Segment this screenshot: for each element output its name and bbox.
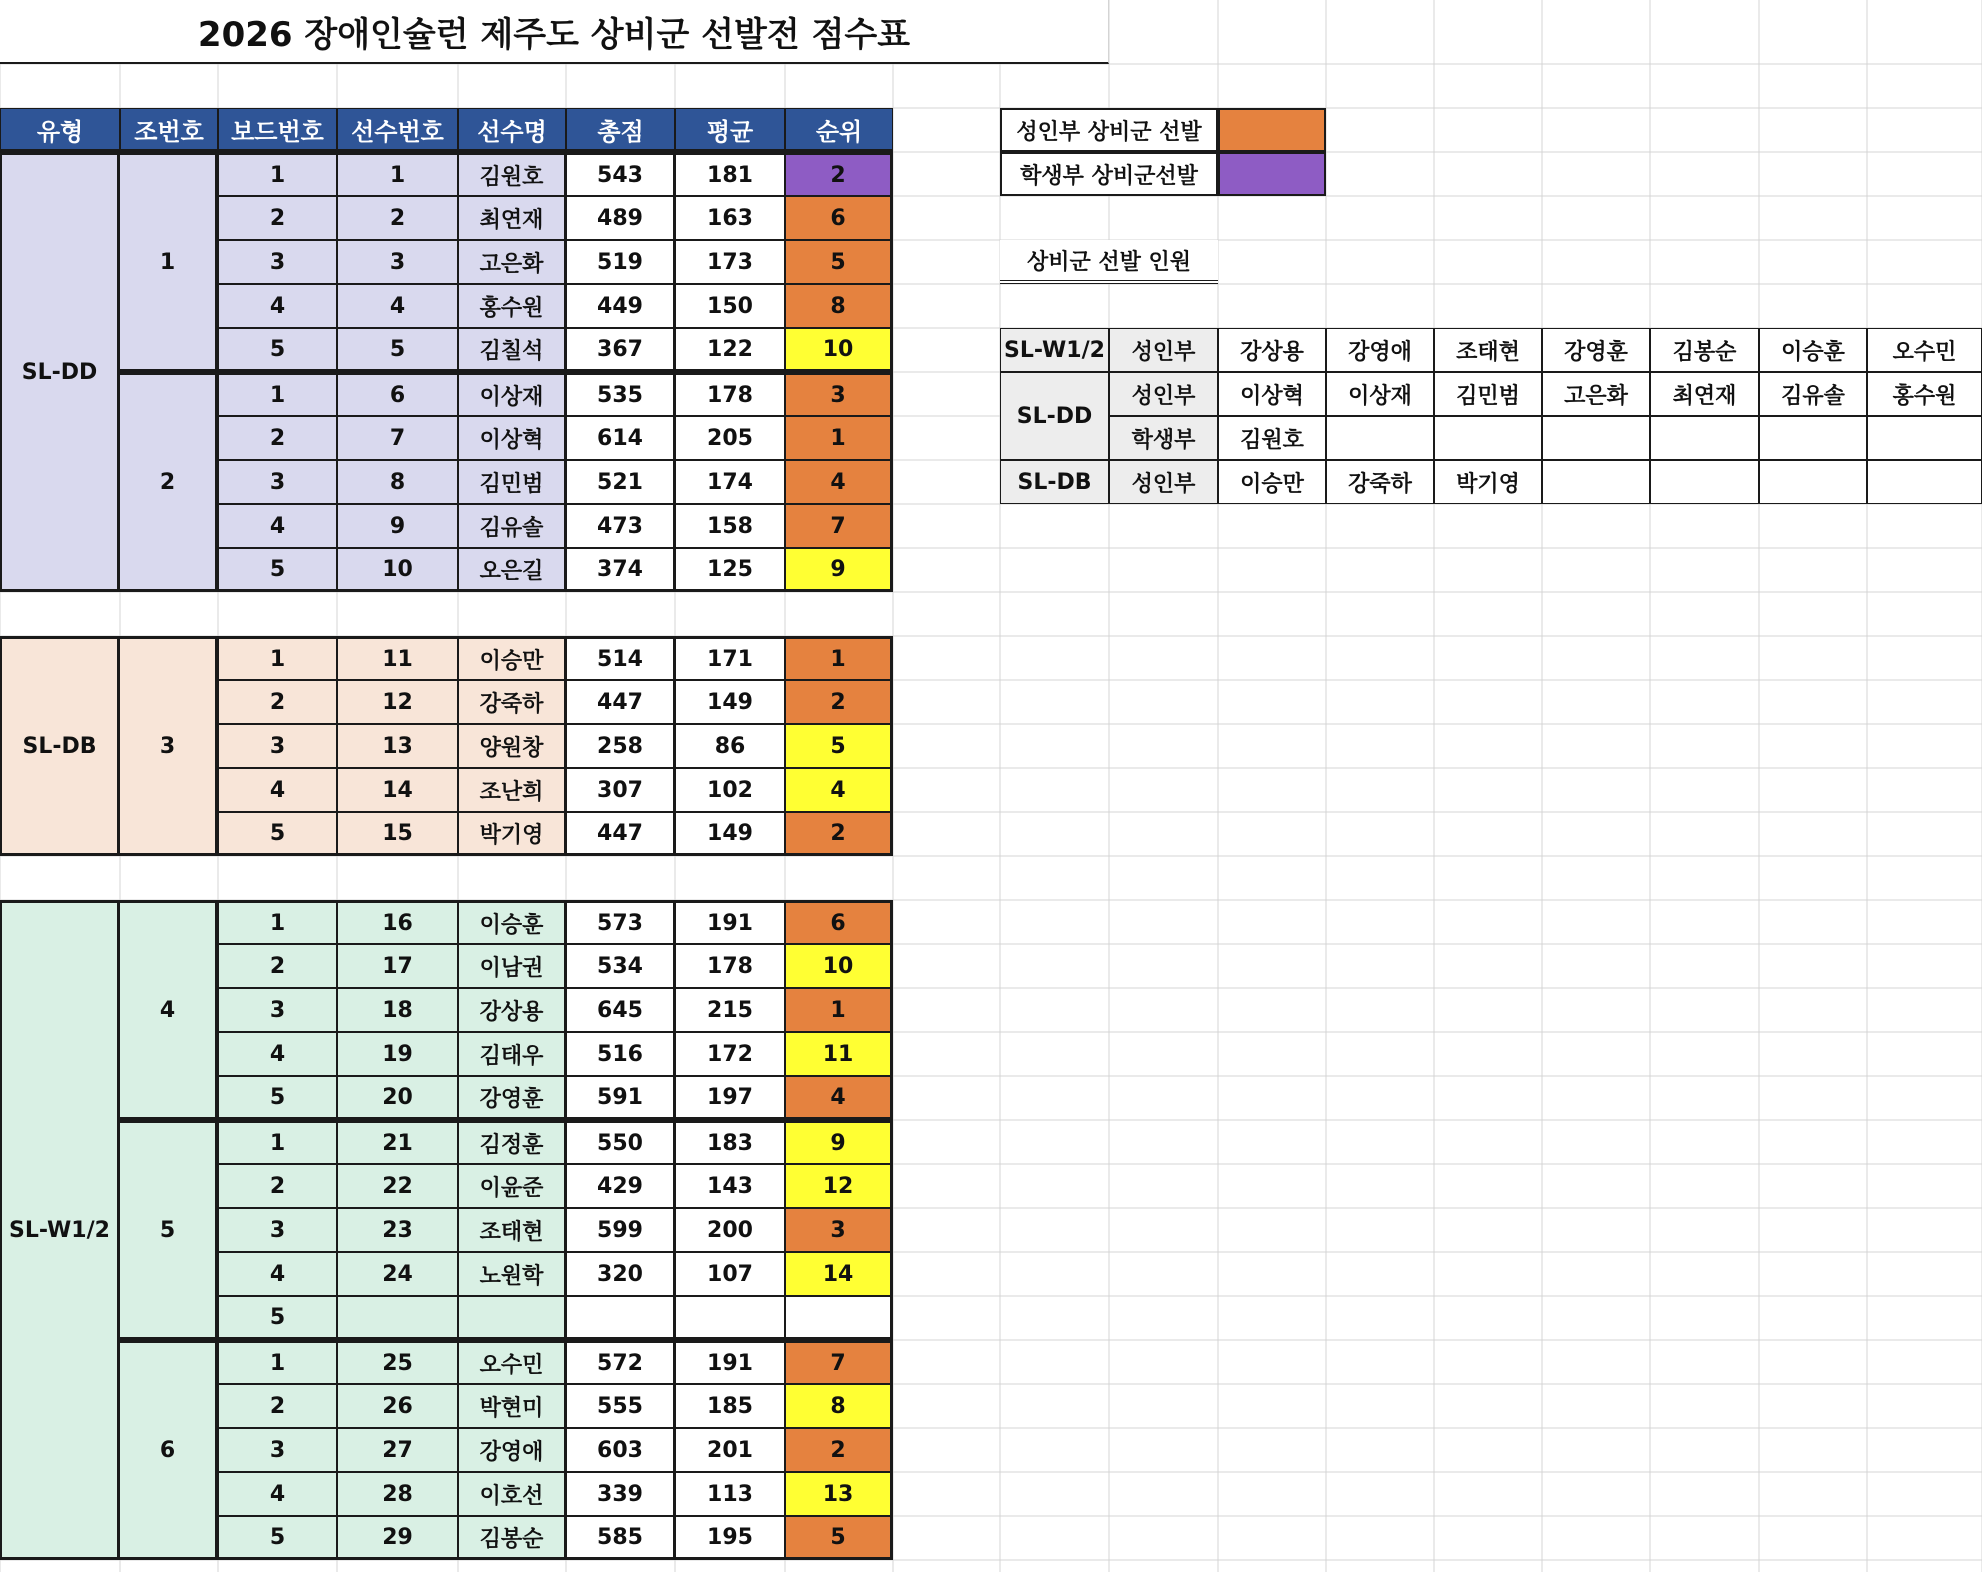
average-score-cell[interactable]: 171 — [675, 636, 785, 680]
average-score-cell[interactable]: 191 — [675, 900, 785, 944]
average-score-cell[interactable]: 201 — [675, 1428, 785, 1472]
player-number-cell[interactable]: 1 — [337, 152, 458, 196]
board-number-cell[interactable]: 1 — [218, 372, 337, 416]
legend-color-swatch[interactable] — [1218, 108, 1326, 152]
average-score-cell[interactable]: 149 — [675, 680, 785, 724]
selected-player-cell[interactable] — [1759, 460, 1867, 504]
total-score-cell[interactable]: 514 — [566, 636, 675, 680]
board-number-cell[interactable]: 3 — [218, 1428, 337, 1472]
selected-player-cell[interactable]: 김민범 — [1434, 372, 1542, 416]
total-score-cell[interactable]: 550 — [566, 1120, 675, 1164]
rank-cell[interactable]: 6 — [785, 900, 893, 944]
selection-type-cell[interactable]: SL-DB — [1000, 460, 1109, 504]
total-score-cell[interactable]: 307 — [566, 768, 675, 812]
average-score-cell[interactable]: 172 — [675, 1032, 785, 1076]
board-number-cell[interactable]: 1 — [218, 1120, 337, 1164]
average-score-cell[interactable]: 158 — [675, 504, 785, 548]
selected-player-cell[interactable] — [1434, 416, 1542, 460]
player-number-cell[interactable]: 8 — [337, 460, 458, 504]
selection-type-cell[interactable]: SL-DD — [1000, 372, 1109, 460]
rank-cell[interactable]: 3 — [785, 372, 893, 416]
header-group[interactable]: 조번호 — [120, 108, 218, 152]
player-name-cell[interactable]: 오수민 — [458, 1340, 566, 1384]
player-name-cell[interactable]: 강영훈 — [458, 1076, 566, 1120]
selected-player-cell[interactable]: 김봉순 — [1650, 328, 1759, 372]
selected-player-cell[interactable] — [1759, 416, 1867, 460]
rank-cell[interactable]: 2 — [785, 152, 893, 196]
total-score-cell[interactable]: 535 — [566, 372, 675, 416]
player-number-cell[interactable]: 22 — [337, 1164, 458, 1208]
header-type[interactable]: 유형 — [0, 108, 120, 152]
board-number-cell[interactable]: 5 — [218, 812, 337, 856]
player-number-cell[interactable]: 14 — [337, 768, 458, 812]
legend-color-swatch[interactable] — [1218, 152, 1326, 196]
player-name-cell[interactable]: 이상재 — [458, 372, 566, 416]
group-number-cell[interactable]: 5 — [120, 1120, 218, 1340]
total-score-cell[interactable]: 591 — [566, 1076, 675, 1120]
player-number-cell[interactable]: 15 — [337, 812, 458, 856]
selected-player-cell[interactable]: 김유솔 — [1759, 372, 1867, 416]
selected-player-cell[interactable]: 김원호 — [1218, 416, 1326, 460]
selected-player-cell[interactable]: 고은화 — [1542, 372, 1650, 416]
average-score-cell[interactable]: 150 — [675, 284, 785, 328]
player-name-cell[interactable]: 박기영 — [458, 812, 566, 856]
average-score-cell[interactable]: 200 — [675, 1208, 785, 1252]
rank-cell[interactable]: 7 — [785, 504, 893, 548]
player-name-cell[interactable]: 박현미 — [458, 1384, 566, 1428]
player-number-cell[interactable]: 9 — [337, 504, 458, 548]
total-score-cell[interactable]: 489 — [566, 196, 675, 240]
player-name-cell[interactable]: 김정훈 — [458, 1120, 566, 1164]
average-score-cell[interactable]: 174 — [675, 460, 785, 504]
selection-division-cell[interactable]: 성인부 — [1109, 328, 1218, 372]
total-score-cell[interactable]: 543 — [566, 152, 675, 196]
average-score-cell[interactable]: 113 — [675, 1472, 785, 1516]
total-score-cell[interactable]: 614 — [566, 416, 675, 460]
board-number-cell[interactable]: 3 — [218, 1208, 337, 1252]
total-score-cell[interactable]: 429 — [566, 1164, 675, 1208]
group-number-cell[interactable]: 3 — [120, 636, 218, 856]
selected-player-cell[interactable]: 강죽하 — [1326, 460, 1434, 504]
selected-player-cell[interactable] — [1542, 416, 1650, 460]
board-number-cell[interactable]: 3 — [218, 460, 337, 504]
rank-cell[interactable]: 10 — [785, 328, 893, 372]
board-number-cell[interactable]: 4 — [218, 1032, 337, 1076]
board-number-cell[interactable]: 3 — [218, 240, 337, 284]
player-number-cell[interactable]: 21 — [337, 1120, 458, 1164]
player-name-cell[interactable]: 노원학 — [458, 1252, 566, 1296]
rank-cell[interactable]: 9 — [785, 1120, 893, 1164]
board-number-cell[interactable]: 5 — [218, 1296, 337, 1340]
player-number-cell[interactable]: 16 — [337, 900, 458, 944]
rank-cell[interactable]: 1 — [785, 416, 893, 460]
player-number-cell[interactable]: 3 — [337, 240, 458, 284]
selected-player-cell[interactable] — [1650, 460, 1759, 504]
player-name-cell[interactable]: 김태우 — [458, 1032, 566, 1076]
total-score-cell[interactable]: 447 — [566, 680, 675, 724]
legend-label[interactable]: 성인부 상비군 선발 — [1000, 108, 1218, 152]
rank-cell[interactable]: 4 — [785, 768, 893, 812]
total-score-cell[interactable]: 555 — [566, 1384, 675, 1428]
selected-player-cell[interactable]: 이승훈 — [1759, 328, 1867, 372]
board-number-cell[interactable]: 2 — [218, 1384, 337, 1428]
selected-player-cell[interactable]: 강영훈 — [1542, 328, 1650, 372]
average-score-cell[interactable] — [675, 1296, 785, 1340]
board-number-cell[interactable]: 4 — [218, 1252, 337, 1296]
player-name-cell[interactable]: 김원호 — [458, 152, 566, 196]
total-score-cell[interactable]: 374 — [566, 548, 675, 592]
total-score-cell[interactable]: 367 — [566, 328, 675, 372]
rank-cell[interactable]: 5 — [785, 1516, 893, 1560]
board-number-cell[interactable]: 3 — [218, 724, 337, 768]
player-name-cell[interactable]: 김봉순 — [458, 1516, 566, 1560]
player-name-cell[interactable]: 이승훈 — [458, 900, 566, 944]
selected-player-cell[interactable] — [1867, 460, 1982, 504]
average-score-cell[interactable]: 181 — [675, 152, 785, 196]
total-score-cell[interactable]: 521 — [566, 460, 675, 504]
selected-player-cell[interactable]: 오수민 — [1867, 328, 1982, 372]
selected-player-cell[interactable] — [1650, 416, 1759, 460]
section-type-cell[interactable]: SL-W1/2 — [0, 900, 120, 1560]
player-number-cell[interactable]: 17 — [337, 944, 458, 988]
board-number-cell[interactable]: 5 — [218, 1516, 337, 1560]
total-score-cell[interactable]: 573 — [566, 900, 675, 944]
selection-type-cell[interactable]: SL-W1/2 — [1000, 328, 1109, 372]
total-score-cell[interactable]: 320 — [566, 1252, 675, 1296]
player-number-cell[interactable]: 6 — [337, 372, 458, 416]
player-number-cell[interactable]: 2 — [337, 196, 458, 240]
player-name-cell[interactable]: 고은화 — [458, 240, 566, 284]
average-score-cell[interactable]: 191 — [675, 1340, 785, 1384]
header-rank[interactable]: 순위 — [785, 108, 893, 152]
rank-cell[interactable]: 8 — [785, 1384, 893, 1428]
player-number-cell[interactable]: 19 — [337, 1032, 458, 1076]
average-score-cell[interactable]: 102 — [675, 768, 785, 812]
selection-division-cell[interactable]: 학생부 — [1109, 416, 1218, 460]
selection-division-cell[interactable]: 성인부 — [1109, 460, 1218, 504]
player-name-cell[interactable]: 이남권 — [458, 944, 566, 988]
player-name-cell[interactable]: 오은길 — [458, 548, 566, 592]
player-name-cell[interactable]: 최연재 — [458, 196, 566, 240]
legend-label[interactable]: 학생부 상비군선발 — [1000, 152, 1218, 196]
average-score-cell[interactable]: 197 — [675, 1076, 785, 1120]
player-name-cell[interactable] — [458, 1296, 566, 1340]
player-name-cell[interactable]: 김칠석 — [458, 328, 566, 372]
player-number-cell[interactable]: 11 — [337, 636, 458, 680]
rank-cell[interactable]: 5 — [785, 724, 893, 768]
selected-player-cell[interactable]: 홍수원 — [1867, 372, 1982, 416]
board-number-cell[interactable]: 1 — [218, 636, 337, 680]
player-name-cell[interactable]: 양원창 — [458, 724, 566, 768]
player-number-cell[interactable]: 24 — [337, 1252, 458, 1296]
rank-cell[interactable]: 2 — [785, 680, 893, 724]
player-number-cell[interactable] — [337, 1296, 458, 1340]
total-score-cell[interactable]: 516 — [566, 1032, 675, 1076]
player-name-cell[interactable]: 이윤준 — [458, 1164, 566, 1208]
selected-player-cell[interactable]: 이승만 — [1218, 460, 1326, 504]
board-number-cell[interactable]: 2 — [218, 416, 337, 460]
selected-player-cell[interactable]: 조태현 — [1434, 328, 1542, 372]
rank-cell[interactable]: 4 — [785, 460, 893, 504]
average-score-cell[interactable]: 143 — [675, 1164, 785, 1208]
rank-cell[interactable]: 1 — [785, 988, 893, 1032]
total-score-cell[interactable]: 585 — [566, 1516, 675, 1560]
player-number-cell[interactable]: 7 — [337, 416, 458, 460]
player-number-cell[interactable]: 18 — [337, 988, 458, 1032]
player-number-cell[interactable]: 10 — [337, 548, 458, 592]
total-score-cell[interactable]: 534 — [566, 944, 675, 988]
average-score-cell[interactable]: 173 — [675, 240, 785, 284]
selected-player-cell[interactable]: 강영애 — [1326, 328, 1434, 372]
total-score-cell[interactable]: 447 — [566, 812, 675, 856]
selected-player-cell[interactable]: 이상재 — [1326, 372, 1434, 416]
player-number-cell[interactable]: 5 — [337, 328, 458, 372]
total-score-cell[interactable]: 473 — [566, 504, 675, 548]
board-number-cell[interactable]: 2 — [218, 196, 337, 240]
player-name-cell[interactable]: 강영애 — [458, 1428, 566, 1472]
average-score-cell[interactable]: 185 — [675, 1384, 785, 1428]
player-number-cell[interactable]: 13 — [337, 724, 458, 768]
player-number-cell[interactable]: 26 — [337, 1384, 458, 1428]
board-number-cell[interactable]: 4 — [218, 768, 337, 812]
average-score-cell[interactable]: 107 — [675, 1252, 785, 1296]
total-score-cell[interactable]: 603 — [566, 1428, 675, 1472]
board-number-cell[interactable]: 1 — [218, 1340, 337, 1384]
selected-player-cell[interactable] — [1326, 416, 1434, 460]
header-player-name[interactable]: 선수명 — [458, 108, 566, 152]
selection-division-cell[interactable]: 성인부 — [1109, 372, 1218, 416]
selected-player-cell[interactable]: 이상혁 — [1218, 372, 1326, 416]
total-score-cell[interactable]: 519 — [566, 240, 675, 284]
rank-cell[interactable]: 5 — [785, 240, 893, 284]
board-number-cell[interactable]: 2 — [218, 1164, 337, 1208]
total-score-cell[interactable] — [566, 1296, 675, 1340]
average-score-cell[interactable]: 183 — [675, 1120, 785, 1164]
total-score-cell[interactable]: 258 — [566, 724, 675, 768]
total-score-cell[interactable]: 572 — [566, 1340, 675, 1384]
page-title: 2026 장애인슐런 제주도 상비군 선발전 점수표 — [0, 0, 1109, 64]
board-number-cell[interactable]: 3 — [218, 988, 337, 1032]
header-board[interactable]: 보드번호 — [218, 108, 337, 152]
rank-cell[interactable]: 2 — [785, 1428, 893, 1472]
board-number-cell[interactable]: 4 — [218, 504, 337, 548]
rank-cell[interactable]: 10 — [785, 944, 893, 988]
average-score-cell[interactable]: 122 — [675, 328, 785, 372]
board-number-cell[interactable]: 2 — [218, 944, 337, 988]
player-number-cell[interactable]: 29 — [337, 1516, 458, 1560]
board-number-cell[interactable]: 5 — [218, 328, 337, 372]
board-number-cell[interactable]: 4 — [218, 284, 337, 328]
average-score-cell[interactable]: 205 — [675, 416, 785, 460]
average-score-cell[interactable]: 178 — [675, 372, 785, 416]
board-number-cell[interactable]: 5 — [218, 548, 337, 592]
rank-cell[interactable]: 2 — [785, 812, 893, 856]
average-score-cell[interactable]: 215 — [675, 988, 785, 1032]
rank-cell[interactable]: 8 — [785, 284, 893, 328]
total-score-cell[interactable]: 645 — [566, 988, 675, 1032]
player-name-cell[interactable]: 이호선 — [458, 1472, 566, 1516]
group-number-cell[interactable]: 4 — [120, 900, 218, 1120]
player-name-cell[interactable]: 홍수원 — [458, 284, 566, 328]
player-name-cell[interactable]: 김유솔 — [458, 504, 566, 548]
total-score-cell[interactable]: 339 — [566, 1472, 675, 1516]
rank-cell[interactable]: 11 — [785, 1032, 893, 1076]
player-name-cell[interactable]: 조태현 — [458, 1208, 566, 1252]
total-score-cell[interactable]: 449 — [566, 284, 675, 328]
rank-cell[interactable]: 3 — [785, 1208, 893, 1252]
rank-cell[interactable] — [785, 1296, 893, 1340]
board-number-cell[interactable]: 5 — [218, 1076, 337, 1120]
average-score-cell[interactable]: 195 — [675, 1516, 785, 1560]
board-number-cell[interactable]: 1 — [218, 900, 337, 944]
player-number-cell[interactable]: 12 — [337, 680, 458, 724]
selected-player-cell[interactable] — [1867, 416, 1982, 460]
player-number-cell[interactable]: 23 — [337, 1208, 458, 1252]
average-score-cell[interactable]: 178 — [675, 944, 785, 988]
header-player-no[interactable]: 선수번호 — [337, 108, 458, 152]
board-number-cell[interactable]: 1 — [218, 152, 337, 196]
selected-player-cell[interactable]: 최연재 — [1650, 372, 1759, 416]
player-name-cell[interactable]: 조난희 — [458, 768, 566, 812]
group-number-cell[interactable]: 2 — [120, 372, 218, 592]
selected-player-cell[interactable] — [1542, 460, 1650, 504]
average-score-cell[interactable]: 149 — [675, 812, 785, 856]
rank-cell[interactable]: 7 — [785, 1340, 893, 1384]
rank-cell[interactable]: 9 — [785, 548, 893, 592]
player-number-cell[interactable]: 28 — [337, 1472, 458, 1516]
rank-cell[interactable]: 1 — [785, 636, 893, 680]
rank-cell[interactable]: 12 — [785, 1164, 893, 1208]
board-number-cell[interactable]: 4 — [218, 1472, 337, 1516]
group-number-cell[interactable]: 6 — [120, 1340, 218, 1560]
total-score-cell[interactable]: 599 — [566, 1208, 675, 1252]
player-name-cell[interactable]: 이승만 — [458, 636, 566, 680]
rank-cell[interactable]: 13 — [785, 1472, 893, 1516]
player-name-cell[interactable]: 이상혁 — [458, 416, 566, 460]
section-type-cell[interactable]: SL-DB — [0, 636, 120, 856]
section-type-cell[interactable]: SL-DD — [0, 152, 120, 592]
average-score-cell[interactable]: 163 — [675, 196, 785, 240]
player-number-cell[interactable]: 4 — [337, 284, 458, 328]
header-average[interactable]: 평균 — [675, 108, 785, 152]
selected-player-cell[interactable]: 강상용 — [1218, 328, 1326, 372]
player-name-cell[interactable]: 강죽하 — [458, 680, 566, 724]
player-number-cell[interactable]: 20 — [337, 1076, 458, 1120]
rank-cell[interactable]: 6 — [785, 196, 893, 240]
board-number-cell[interactable]: 2 — [218, 680, 337, 724]
rank-cell[interactable]: 14 — [785, 1252, 893, 1296]
header-total[interactable]: 총점 — [566, 108, 675, 152]
player-number-cell[interactable]: 25 — [337, 1340, 458, 1384]
rank-cell[interactable]: 4 — [785, 1076, 893, 1120]
player-name-cell[interactable]: 김민범 — [458, 460, 566, 504]
average-score-cell[interactable]: 125 — [675, 548, 785, 592]
player-name-cell[interactable]: 강상용 — [458, 988, 566, 1032]
group-number-cell[interactable]: 1 — [120, 152, 218, 372]
average-score-cell[interactable]: 86 — [675, 724, 785, 768]
player-number-cell[interactable]: 27 — [337, 1428, 458, 1472]
selection-title[interactable]: 상비군 선발 인원 — [1000, 240, 1218, 284]
selected-player-cell[interactable]: 박기영 — [1434, 460, 1542, 504]
